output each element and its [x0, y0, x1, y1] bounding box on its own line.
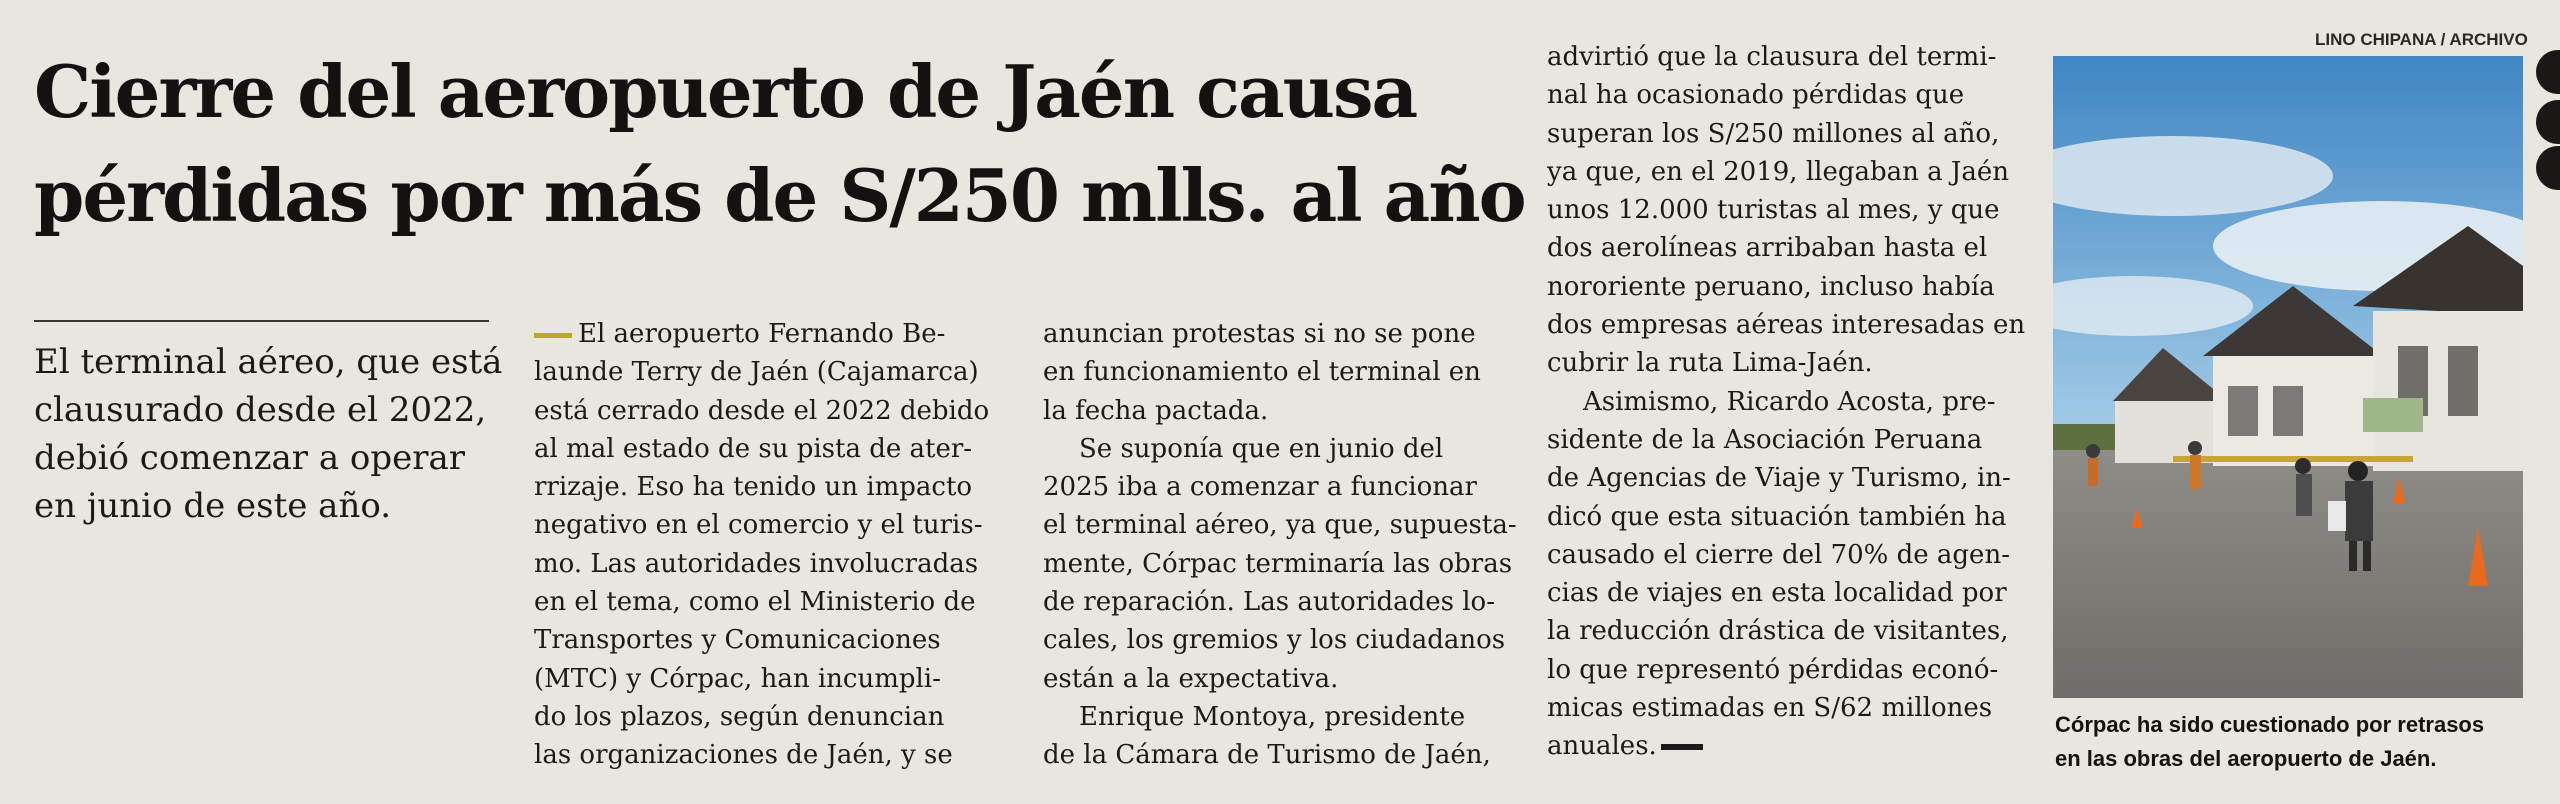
body-line: negativo en el comercio y el turis- — [534, 510, 983, 541]
body-line: está cerrado desde el 2022 debido — [534, 395, 990, 426]
body-line: causado el cierre del 70% de agen- — [1547, 539, 2010, 570]
body-line: ya que, en el 2019, llegaban a Jaén — [1547, 156, 2009, 187]
body-line: Se suponía que en junio del — [1079, 433, 1444, 464]
body-line: cias de viajes en esta localidad por — [1547, 578, 2007, 609]
headline-line: pérdidas por más de S/250 mlls. al año — [34, 153, 1525, 238]
body-line: unos 12.000 turistas al mes, y que — [1547, 195, 2000, 226]
body-line: mo. Las autoridades involucradas — [534, 548, 979, 579]
body-line: anuncian protestas si no se pone — [1043, 319, 1476, 349]
body-line: dos aerolíneas arribaban hasta el — [1547, 233, 1988, 264]
body-line: rrizaje. Eso ha tenido un impacto — [534, 472, 973, 503]
article-deck — [34, 338, 503, 530]
article-start-mark — [534, 333, 572, 338]
body-line-end — [1547, 727, 2047, 765]
body-line: Asimismo, Ricardo Acosta, pre- — [1583, 386, 1996, 417]
page-edge-tab — [2536, 50, 2560, 94]
deck-divider — [34, 320, 489, 322]
deck-line: debió comenzar a operar — [34, 438, 466, 478]
body-line: 2025 iba a comenzar a funcionar — [1043, 472, 1477, 503]
body-line: el terminal aéreo, ya que, supuesta- — [1043, 510, 1517, 541]
body-line: de la Cámara de Turismo de Jaén, — [1043, 740, 1491, 771]
article-headline — [34, 40, 1534, 248]
body-line: Transportes y Comunicaciones — [534, 625, 941, 656]
body-line: en funcionamiento el terminal en — [1043, 357, 1481, 388]
body-line: la reducción drástica de visitantes, — [1547, 616, 2009, 647]
body-line: advirtió que la clausura del termi- — [1547, 42, 1997, 72]
body-column-3 — [1547, 38, 2047, 766]
body-line: de Agencias de Viaje y Turismo, in- — [1547, 463, 2011, 494]
photo-caption — [2055, 708, 2535, 776]
body-line: cubrir la ruta Lima-Jaén. — [1547, 348, 1873, 379]
photo-credit: LINO CHIPANA / ARCHIVO — [2315, 30, 2528, 49]
body-column-2 — [1043, 315, 1517, 775]
article-end-mark — [1661, 744, 1703, 750]
body-line: al mal estado de su pista de ater- — [534, 433, 973, 464]
body-line: las organizaciones de Jaén, y se — [534, 740, 953, 771]
body-line-lead — [534, 315, 1004, 353]
airport-terminal-photo — [2053, 56, 2523, 698]
body-line: nal ha ocasionado pérdidas que — [1547, 80, 1965, 111]
body-column-1 — [534, 315, 1004, 775]
body-line: mente, Córpac terminaría las obras — [1043, 548, 1513, 579]
body-line: Enrique Montoya, presidente — [1079, 701, 1466, 732]
body-line: dos empresas aéreas interesadas en — [1547, 310, 2026, 341]
body-line: sidente de la Asociación Peruana — [1547, 424, 1983, 455]
deck-line: El terminal aéreo, que está — [34, 342, 503, 382]
body-line: lo que representó pérdidas econó- — [1547, 654, 1999, 685]
page-edge-tab — [2536, 100, 2560, 144]
deck-line: clausurado desde el 2022, — [34, 390, 487, 430]
body-line: nororiente peruano, incluso había — [1547, 271, 1995, 302]
caption-line: en las obras del aeropuerto de Jaén. — [2055, 746, 2437, 771]
headline-line: Cierre del aeropuerto de Jaén causa — [34, 49, 1417, 134]
deck-line: en junio de este año. — [34, 486, 392, 526]
body-line: (MTC) y Córpac, han incumpli- — [534, 663, 941, 694]
body-line: launde Terry de Jaén (Cajamarca) — [534, 357, 979, 388]
body-line: de reparación. Las autoridades lo- — [1043, 587, 1495, 618]
body-line: cales, los gremios y los ciudadanos — [1043, 625, 1506, 656]
page-edge-tab — [2536, 146, 2560, 190]
body-line: en el tema, como el Ministerio de — [534, 587, 976, 618]
body-line: superan los S/250 millones al año, — [1547, 118, 2000, 149]
body-line: micas estimadas en S/62 millones — [1547, 693, 1993, 724]
caption-line: Córpac ha sido cuestionado por retrasos — [2055, 712, 2485, 737]
body-line: dicó que esta situación también ha — [1547, 501, 2007, 532]
body-line: do los plazos, según denuncian — [534, 701, 945, 732]
body-line: la fecha pactada. — [1043, 395, 1269, 426]
body-line-text: El aeropuerto Fernando Be- — [578, 319, 946, 349]
body-line-text: anuales. — [1547, 731, 1657, 762]
body-line: están a la expectativa. — [1043, 663, 1339, 694]
